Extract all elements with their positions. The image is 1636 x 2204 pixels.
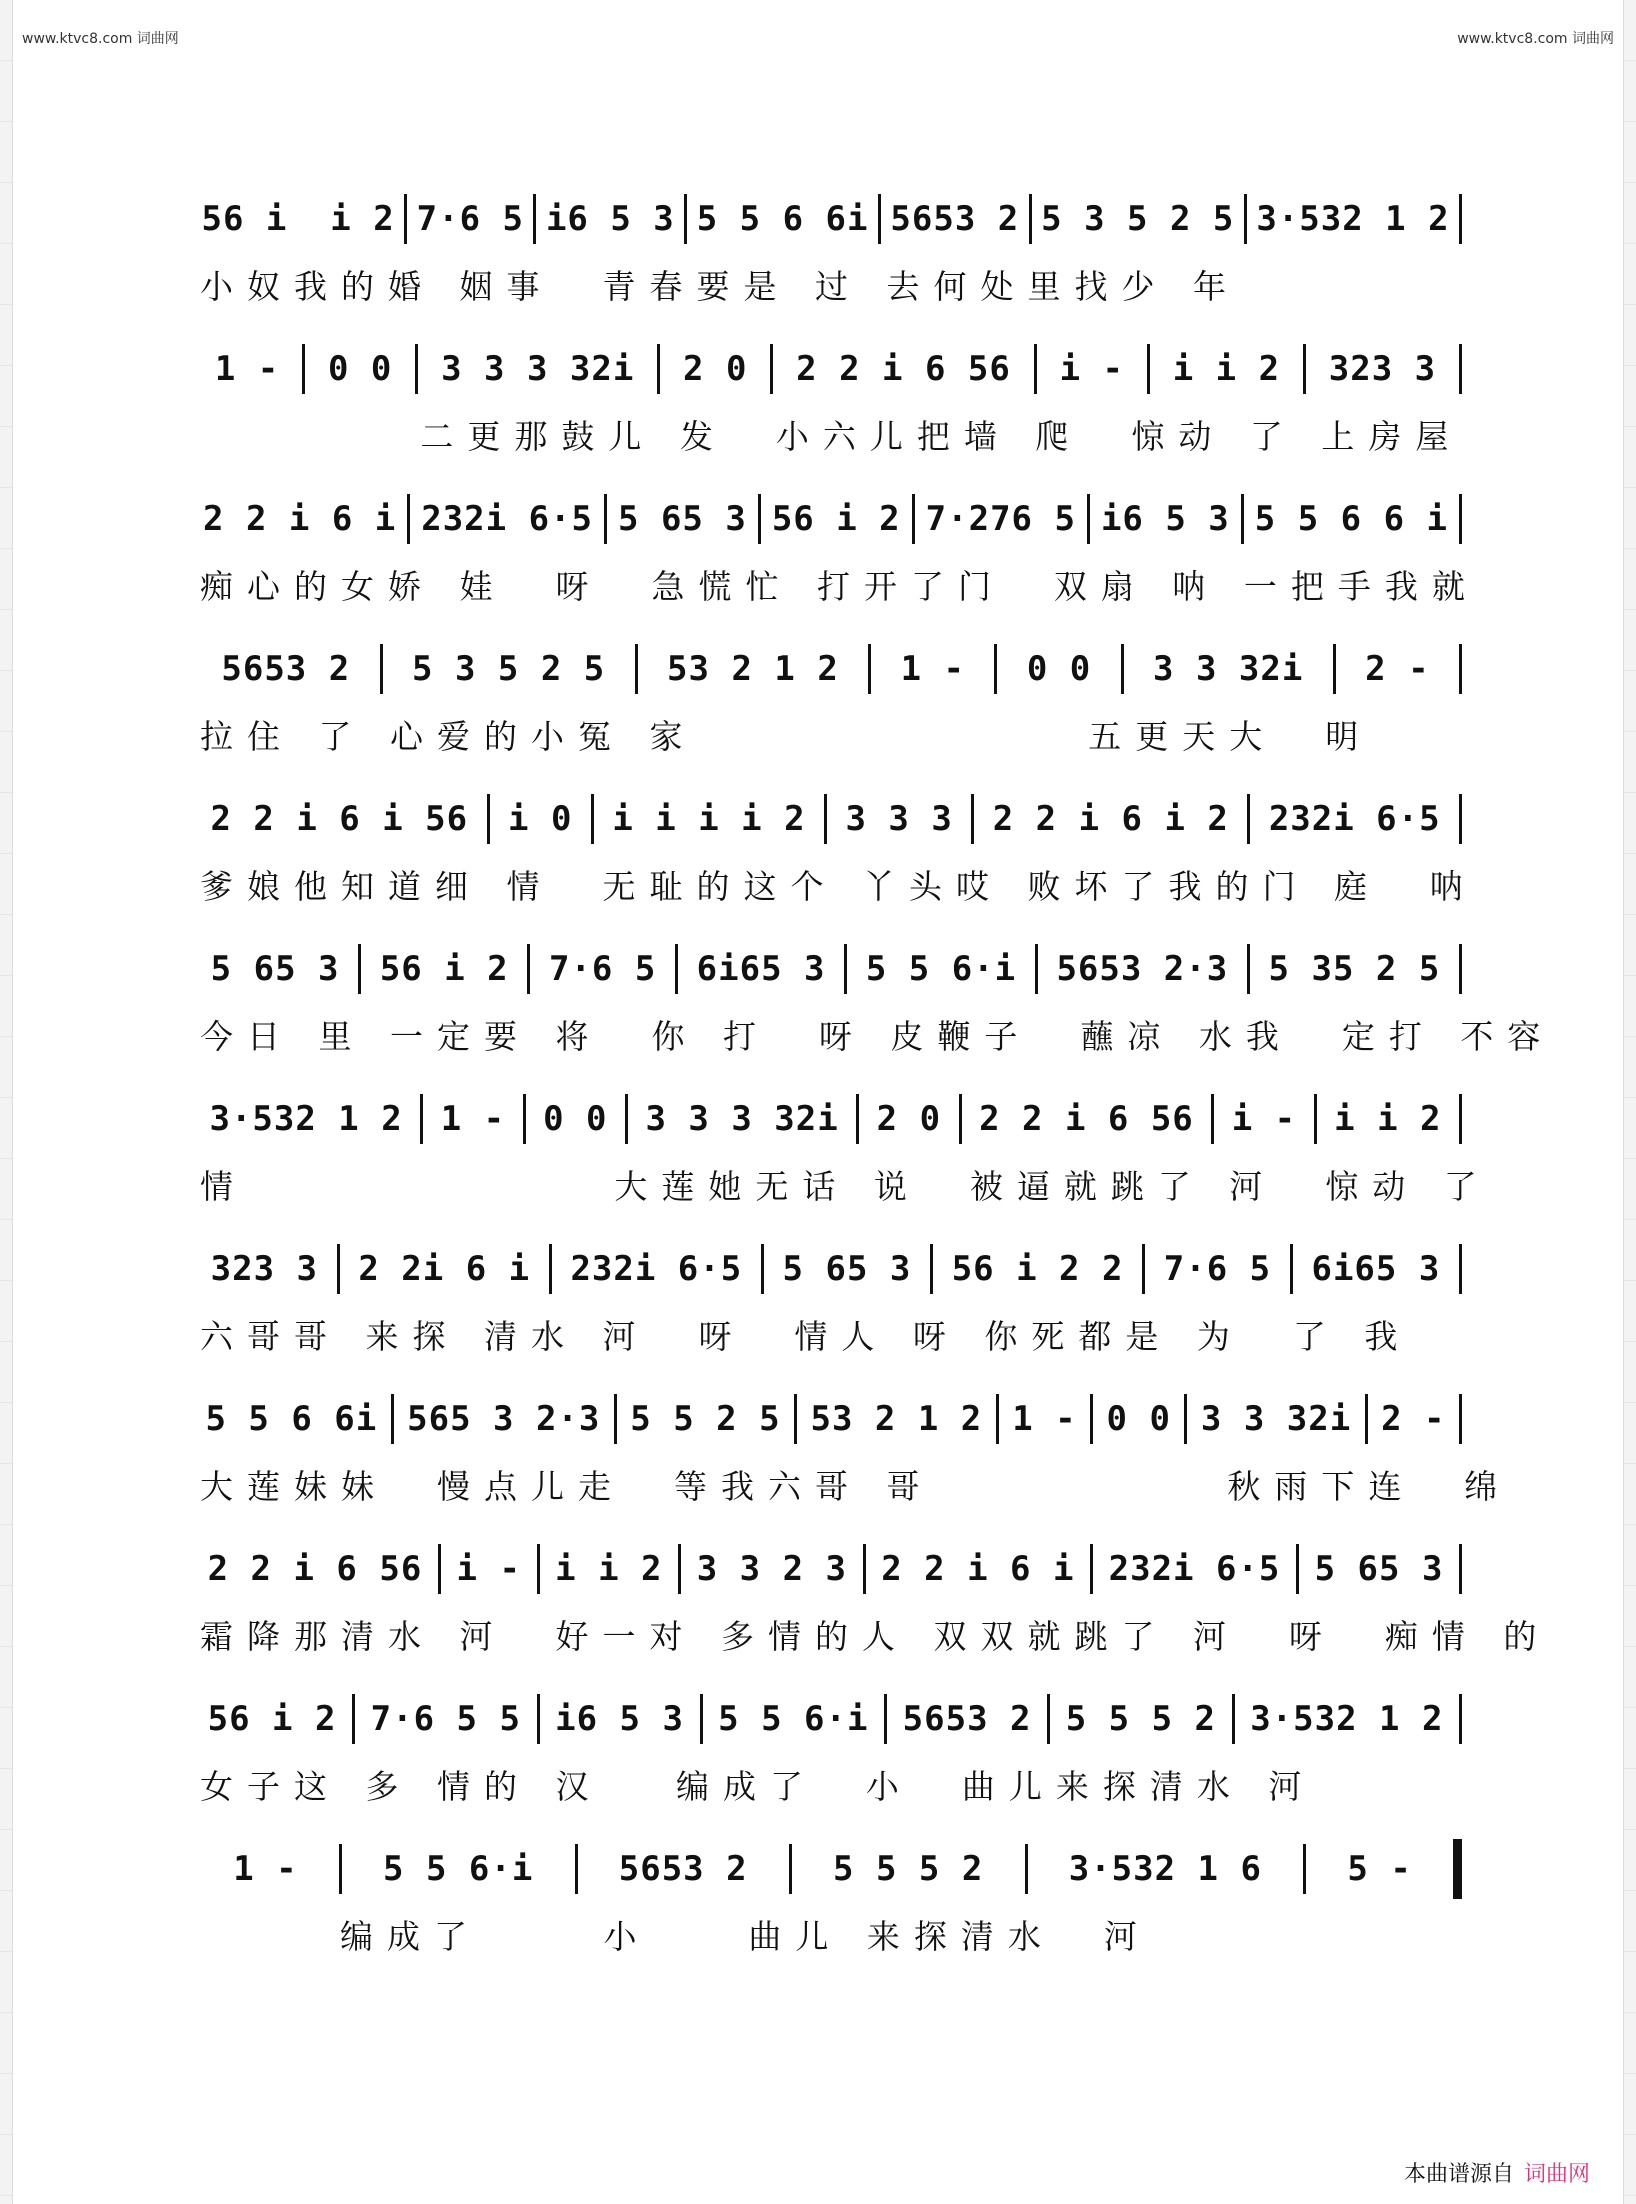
measure: 1 - (233, 1849, 298, 1889)
lyrics-line: 痴心的女娇 娃 呀 急慌忙 打开了门 双扇 呐 一把手我就 (200, 566, 1479, 606)
measure: 2 2 i 6 56 (207, 1549, 423, 1589)
bar-line (1459, 1094, 1462, 1144)
bar-line (761, 1244, 764, 1294)
measure: 3 3 32i (1153, 649, 1304, 689)
measure: 5 5 6·i (383, 1849, 534, 1889)
bar-line (1034, 344, 1037, 394)
bar-line (1247, 794, 1250, 844)
bar-line (614, 1394, 617, 1444)
bar-line (1247, 944, 1250, 994)
bar-line (549, 1244, 552, 1294)
bar-line (404, 194, 407, 244)
bar-line (824, 794, 827, 844)
measure: 5 35 2 5 (1268, 949, 1441, 989)
measure: 1 - (900, 649, 966, 689)
bar-line (959, 1094, 962, 1144)
notation-line (200, 180, 1470, 258)
measure: 56 i 2 (771, 499, 901, 539)
measure: 7·6 5 (416, 199, 524, 239)
right-margin-strip (1623, 0, 1636, 2204)
measure: 5 65 3 (210, 949, 340, 989)
bar-line (996, 1394, 999, 1444)
measure: 5653 2·3 (1056, 949, 1229, 989)
measure: 2 2 i 6 56 (796, 349, 1011, 389)
measure: 0 0 (543, 1099, 608, 1139)
bar-line (863, 1544, 866, 1594)
lyrics-line: 今日 里 一定要 将 你 打 呀 皮鞭子 蘸凉 水我 定打 不容 (200, 1016, 1555, 1056)
lyrics-line: 霜降那清水 河 好一对 多情的人 双双就跳了 河 呀 痴情 的 (200, 1616, 1551, 1656)
measure: 5 5 6 6i (696, 199, 869, 239)
measure: 6i65 3 (696, 949, 826, 989)
notation-line (200, 330, 1470, 408)
bar-line (1142, 1244, 1145, 1294)
bar-line (770, 344, 773, 394)
notation-line (200, 630, 1470, 708)
bar-line (1459, 794, 1462, 844)
bar-line (1184, 1394, 1187, 1444)
measure: 0 0 (327, 349, 393, 389)
score-row (200, 1230, 1470, 1380)
measure: 232i 6·5 (1108, 1549, 1281, 1589)
watermark-right: www.ktvc8.com 词曲网 (1457, 31, 1614, 47)
measure: 56 i i 2 (201, 199, 395, 239)
bar-line (625, 1094, 628, 1144)
lyrics-line: 情 大莲她无话 说 被逼就跳了 河 惊动 了 (200, 1166, 1491, 1206)
measure: i - (1059, 349, 1124, 389)
watermark-left: www.ktvc8.com 词曲网 (22, 31, 179, 47)
bar-line (302, 344, 305, 394)
bar-line (358, 944, 361, 994)
lyrics-line: 六哥哥 来探 清水 河 呀 情人 呀 你死都是 为 了 我 (200, 1316, 1412, 1356)
measure: 7·6 5 (548, 949, 657, 989)
measure: 2 2 i 6 i (881, 1549, 1075, 1589)
measure: i6 5 3 (545, 199, 675, 239)
notation-line (200, 780, 1470, 858)
bar-line (1090, 1394, 1093, 1444)
lyrics-line: 女子这 多 情的 汉 编成了 小 曲儿来探清水 河 (200, 1766, 1316, 1806)
measure: 2 - (1381, 1399, 1446, 1439)
bar-line (1459, 644, 1462, 694)
measure: 5653 2 (221, 649, 351, 689)
notation-line (200, 930, 1470, 1008)
measure: 5 5 6·i (718, 1699, 869, 1739)
bar-line (856, 1094, 859, 1144)
measure: i i 2 (1172, 349, 1281, 389)
bar-line (1035, 944, 1038, 994)
left-margin-strip (0, 0, 13, 2204)
score-row (200, 1680, 1470, 1830)
measure: 3·532 1 2 (1250, 1699, 1444, 1739)
measure: i i 2 (555, 1549, 663, 1589)
bar-line (523, 1094, 526, 1144)
bar-line (1459, 1694, 1462, 1744)
bar-line (1303, 1844, 1306, 1894)
footer-brand-link[interactable]: 词曲网 (1523, 2162, 1590, 2187)
measure: 232i 6·5 (570, 1249, 743, 1289)
bar-line (533, 194, 536, 244)
measure: 232i 6·5 (421, 499, 593, 539)
bar-line (438, 1544, 441, 1594)
score-row (200, 780, 1477, 930)
measure: 3 3 32i (1200, 1399, 1352, 1439)
score-row (200, 930, 1555, 1080)
measure: i - (456, 1549, 521, 1589)
measure: 0 0 (1026, 649, 1092, 689)
measure: 5 65 3 (618, 499, 747, 539)
bar-line (1232, 1694, 1235, 1744)
bar-line (1290, 1244, 1293, 1294)
bar-line (339, 1844, 342, 1894)
measure: 5653 2 (902, 1699, 1032, 1739)
bar-line (575, 1844, 578, 1894)
bar-line (537, 1544, 540, 1594)
measure: 2 2i 6 i (358, 1249, 531, 1289)
measure: 5 3 5 2 5 (1041, 199, 1235, 239)
bar-line (1087, 494, 1090, 544)
measure: 56 i 2 (207, 1699, 337, 1739)
lyrics-line: 爹娘他知道细 情 无耻的这个 丫头哎 败坏了我的门 庭 呐 (200, 866, 1477, 906)
measure: 3 3 2 3 (696, 1549, 847, 1589)
bar-line (604, 494, 607, 544)
measure: 3·532 1 2 (209, 1099, 403, 1139)
bar-line (1121, 644, 1124, 694)
bar-line (1047, 1694, 1050, 1744)
bar-line (1025, 1844, 1028, 1894)
measure: 2 2 i 6 i 2 (992, 799, 1229, 839)
bar-line (1459, 1544, 1462, 1594)
measure: 5 5 6 6i (205, 1399, 378, 1439)
measure: 3 3 3 32i (441, 349, 635, 389)
bar-line (407, 494, 410, 544)
measure: i i 2 (1334, 1099, 1442, 1139)
bar-line (591, 794, 594, 844)
measure: 5 5 6·i (865, 949, 1017, 989)
footer-source-text: 本曲谱源自 (1403, 2162, 1514, 2187)
bar-line (700, 1694, 703, 1744)
bar-line (1459, 344, 1462, 394)
bar-line (1211, 1094, 1214, 1144)
footer-credit (1404, 2157, 1590, 2188)
bar-line (794, 1394, 797, 1444)
bar-line (1459, 1394, 1462, 1444)
score-row (200, 1830, 1470, 1980)
score-row (200, 630, 1470, 780)
lyrics-line: 拉住 了 心爱的小冤 家 五更天大 明 (200, 716, 1373, 756)
bar-line (1029, 194, 1032, 244)
notation-line (200, 1680, 1470, 1758)
measure: i - (1231, 1099, 1297, 1139)
bar-line (415, 344, 418, 394)
score-row (200, 480, 1479, 630)
bar-line (789, 1844, 792, 1894)
bar-line (884, 1694, 887, 1744)
measure: 5 65 3 (1314, 1549, 1444, 1589)
score-row (200, 180, 1470, 330)
bar-line (878, 194, 881, 244)
lyrics-line: 小奴我的婚 姻事 青春要是 过 去何处里找少 年 (200, 266, 1240, 306)
lyrics-line: 编成了 小 曲儿 来探清水 河 (340, 1916, 1151, 1956)
bar-line (930, 1244, 933, 1294)
measure: 2 2 i 6 i 56 (210, 799, 469, 839)
notation-line (200, 480, 1470, 558)
score-row (200, 1380, 1512, 1530)
bar-line (527, 944, 530, 994)
score-row (200, 330, 1470, 480)
bar-line (391, 1394, 394, 1444)
measure: i 0 (508, 799, 573, 839)
score-row (200, 1530, 1551, 1680)
measure: 565 3 2·3 (407, 1399, 601, 1439)
lyrics-line: 大莲妹妹 慢点儿走 等我六哥 哥 秋雨下连 绵 (200, 1466, 1512, 1506)
bar-line (1314, 1094, 1317, 1144)
notation-line (200, 1080, 1470, 1158)
bar-line (657, 344, 660, 394)
bar-line (380, 644, 383, 694)
bar-line (337, 1244, 340, 1294)
bar-line (868, 644, 871, 694)
measure: 3 3 3 (845, 799, 953, 839)
measure: 7·6 5 5 (370, 1699, 521, 1739)
measure: 5 5 6 6 i (1254, 499, 1449, 539)
bar-line (1459, 494, 1462, 544)
measure: 2 2 i 6 56 (979, 1099, 1194, 1139)
lyrics-line: 二更那鼓儿 发 小六儿把墙 爬 惊动 了 上房屋 (200, 416, 1463, 456)
bar-line (844, 944, 847, 994)
notation-line (200, 1380, 1470, 1458)
measure: 5 5 2 5 (630, 1399, 781, 1439)
measure: i6 5 3 (1100, 499, 1230, 539)
bar-line (758, 494, 761, 544)
measure: 5 - (1347, 1849, 1412, 1889)
measure: 5 65 3 (782, 1249, 912, 1289)
bar-line (684, 194, 687, 244)
bar-line (352, 1694, 355, 1744)
measure: 5653 2 (890, 199, 1020, 239)
bar-line (1459, 194, 1462, 244)
measure: 3·532 1 6 (1068, 1849, 1262, 1889)
bar-line (678, 1544, 681, 1594)
measure: 0 0 (1106, 1399, 1171, 1439)
bar-line (675, 944, 678, 994)
bar-line (1090, 1544, 1093, 1594)
measure: 2 0 (876, 1099, 942, 1139)
measure: i i i i 2 (612, 799, 806, 839)
bar-line (1459, 1244, 1462, 1294)
bar-line (1147, 344, 1150, 394)
bar-line (487, 794, 490, 844)
measure: 7·6 5 (1163, 1249, 1272, 1289)
measure: 56 i 2 2 (951, 1249, 1124, 1289)
measure: 3 3 3 32i (645, 1099, 839, 1139)
measure: 5 5 5 2 (833, 1849, 984, 1889)
measure: 1 - (1012, 1399, 1077, 1439)
score-sheet (200, 180, 1555, 1980)
bar-line (1241, 494, 1244, 544)
bar-line (537, 1694, 540, 1744)
measure: 1 - (214, 349, 280, 389)
measure: 2 0 (683, 349, 748, 389)
measure: 53 2 1 2 (667, 649, 839, 689)
measure: 3·532 1 2 (1256, 199, 1450, 239)
bar-line (994, 644, 997, 694)
final-bar-line (1453, 1839, 1462, 1899)
bar-line (1244, 194, 1247, 244)
measure: i6 5 3 (555, 1699, 684, 1739)
measure: 5653 2 (618, 1849, 748, 1889)
bar-line (1333, 644, 1336, 694)
bar-line (420, 1094, 423, 1144)
measure: 5 3 5 2 5 (412, 649, 606, 689)
measure: 323 3 (210, 1249, 319, 1289)
notation-line (200, 1530, 1470, 1608)
measure: 232i 6·5 (1268, 799, 1441, 839)
measure: 5 5 5 2 (1065, 1699, 1216, 1739)
measure: 56 i 2 (379, 949, 509, 989)
bar-line (1303, 344, 1306, 394)
measure: 323 3 (1328, 349, 1437, 389)
measure: 2 - (1365, 649, 1430, 689)
bar-line (1296, 1544, 1299, 1594)
notation-line (200, 1230, 1470, 1308)
measure: 6i65 3 (1311, 1249, 1441, 1289)
measure: 7·276 5 (925, 499, 1076, 539)
bar-line (1365, 1394, 1368, 1444)
bar-line (912, 494, 915, 544)
bar-line (635, 644, 638, 694)
bar-line (971, 794, 974, 844)
measure: 2 2 i 6 i (203, 499, 397, 539)
measure: 53 2 1 2 (810, 1399, 983, 1439)
notation-line (200, 1830, 1470, 1908)
score-row (200, 1080, 1491, 1230)
measure: 1 - (440, 1099, 506, 1139)
bar-line (1459, 944, 1462, 994)
